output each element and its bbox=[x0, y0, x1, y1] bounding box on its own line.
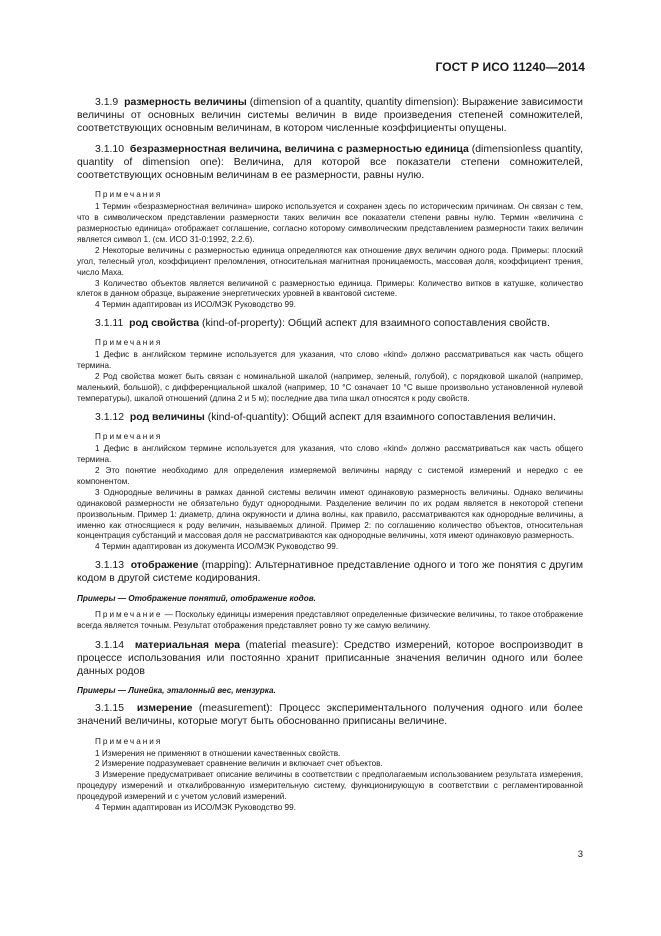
note-item: 4 Термин адаптирован из ИСО/МЭК Руководство 99. bbox=[95, 300, 296, 310]
standard-header: ГОСТ Р ИСО 11240—2014 bbox=[435, 60, 585, 74]
term-3-1-10 bbox=[77, 143, 583, 183]
notes-label: Примечания bbox=[95, 736, 163, 746]
note-item: 3 Измерение предусматривает описание величины в соответствии с предполагаемым использованием результата измерения, процедуру измерений и откалиброванную измерительную систему, функционирующую в соответствии с регламентированной процедурой измерений и с учетом условий измерений. bbox=[77, 770, 583, 802]
note-item: 1 Дефис в английском термине используется для указания, что слово «kind» должно рассматриваться как часть общего термина. bbox=[77, 350, 583, 371]
term-3-1-14 bbox=[77, 639, 583, 679]
note-item: 1 Термин «безразмерностная величина» широко используется и сохранен здесь по историческим причинам. Он связан с тем, что в символическом представлении размерности таких величин все показатели степени равны нулю. Термин «величина с размерностью единица» отображает соглашение, согласно которому символическим представлением размерности таких величин является символ 1. (см. ИСО 31-0:1992, 2.2.6). bbox=[77, 202, 583, 244]
note-item: 4 Термин адаптирован из ИСО/МЭК Руководство 99. bbox=[95, 803, 296, 813]
note-item: 1 Дефис в английском термине используется для указания, что слово «kind» должно рассматриваться как часть общего термина. bbox=[77, 444, 583, 465]
term-name: отображение bbox=[130, 560, 199, 572]
term-definition: (kind-of-property): Общий аспект для взаимного сопоставления свойств. bbox=[199, 318, 550, 330]
term-definition: (kind-of-quantity): Общий аспект для взаимного сопоставления величин. bbox=[204, 412, 556, 424]
note-item: 1 Измерения не применяют в отношении качественных свойств. bbox=[95, 748, 341, 758]
term-name: материальная мера bbox=[134, 639, 241, 651]
term-definition: (dimension of a quantity, quantity dimension): Выражение зависимости величины от основных величин системы величин в виде произведения степеней сомножителей, соответствующих основным величинам, в котором численные коэффициенты опущены. bbox=[77, 97, 583, 135]
term-3-1-12 bbox=[77, 411, 583, 424]
term-definition: (material measure): Средство измерений, которое воспроизводит в процессе использования или постоянно хранит приписанные значения величин одного или более данных родов bbox=[77, 639, 583, 677]
note-label: Примечание bbox=[95, 609, 163, 619]
term-number: 3.1.11 bbox=[95, 318, 124, 330]
term-number: 3.1.13 bbox=[95, 560, 125, 572]
notes-label: Примечания bbox=[95, 190, 163, 200]
notes-3-1-10 bbox=[77, 189, 583, 311]
term-number: 3.1.12 bbox=[95, 412, 125, 424]
note-item: 2 Некоторые величины с размерностью единица определяются как отношение двух величин одного рода. Примеры: плоский угол, телесный угол, коэффициент преломления, относительная магнитная проницаемость, массовая доля, коэффициент трения, число Маха. bbox=[77, 245, 583, 277]
note-item: 2 Род свойства может быть связан с номинальной шкалой (например, зеленый, голубой), с порядковой шкалой (например, маленький, большой), с дифференциальной шкалой (например, 10 °С означает 10 °С выше произвольно установленной нулевой температуры), шкалой отношений (длина 2 и 5 м); последние два типа шкал относятся к роду свойств. bbox=[77, 372, 583, 404]
term-number: 3.1.9 bbox=[95, 97, 119, 108]
notes-3-1-11 bbox=[77, 337, 583, 405]
note-item: 3 Однородные величины в рамках данной системы величин имеют одинаковую размерность величины. Однако величины одинаковой размерности не обязательно будут однородными. Разделение величин по их родам является в некоторой степени произвольным. Пример 1: диаметр, длина окружности и длина волны, как правило, рассматриваются как однородные величины, а именно как относящиеся к роду величин, называемых длиной. Пример 2: по соглашению количество объектов, относительная концентрация субстанций и массовая доля не рассматриваются как однородные величины, хотя имеют одинаковую размерность. bbox=[77, 487, 583, 541]
note-item: 2 Измерение подразумевает сравнение величин и включает счет объектов. bbox=[95, 759, 383, 769]
term-definition: (mapping): Альтернативное представление одного и того же понятия с другим кодом в другой системе кодирования. bbox=[77, 560, 583, 585]
term-name: род величины bbox=[129, 412, 205, 424]
note-item: 2 Это понятие необходимо для определения измеряемой величины наряду с системой измерений и нередко с ее компонентом. bbox=[77, 466, 583, 486]
term-number: 3.1.10 bbox=[95, 143, 125, 155]
term-name: род свойства bbox=[129, 318, 200, 330]
term-name: безразмерностная величина, величина с размерностью единица bbox=[129, 143, 469, 155]
notes-label: Примечания bbox=[95, 338, 163, 348]
examples-3-1-14: Примеры — Линейка, эталонный вес, мензурка. bbox=[77, 686, 276, 696]
term-definition: (dimensionless quantity, quantity of dimension one): Величина, для которой все показатели степени сомножителей, соответствующих основным величинам в ее размерности, равны нулю. bbox=[77, 143, 583, 182]
note-item: 3 Количество объектов является величиной с размерностью единица. Примеры: Количество витков в катушке, количество клеток в данном образце, выражение энергетических уровней в квантовой системе. bbox=[77, 278, 583, 299]
note-3-1-13 bbox=[77, 610, 583, 632]
notes-3-1-12 bbox=[77, 431, 583, 553]
term-3-1-9 bbox=[77, 96, 583, 136]
term-name: измерение bbox=[136, 703, 193, 715]
page-number: 3 bbox=[577, 849, 583, 860]
term-name: размерность величины bbox=[124, 97, 247, 108]
notes-3-1-15 bbox=[77, 736, 583, 814]
term-3-1-15 bbox=[77, 702, 583, 728]
term-number: 3.1.14 bbox=[95, 639, 125, 651]
term-number: 3.1.15 bbox=[95, 703, 125, 715]
notes-label: Примечания bbox=[95, 432, 163, 442]
examples-3-1-13: Примеры — Отображение понятий, отображение кодов. bbox=[77, 593, 316, 603]
note-item: 4 Термин адаптирован из документа ИСО/МЭК Руководство 99. bbox=[95, 542, 339, 552]
term-3-1-13 bbox=[77, 559, 583, 585]
term-3-1-11 bbox=[77, 317, 583, 330]
note-text: — Поскольку единицы измерения представляют определенные физические величины, то такое отображение всегда является точным. Результат отображения представляет ровно ту же самую величину. bbox=[77, 609, 583, 630]
term-definition: (measurement): Процесс экспериментального получения одного или более значений величины, которые могут быть обоснованно приписаны величине. bbox=[77, 703, 583, 728]
